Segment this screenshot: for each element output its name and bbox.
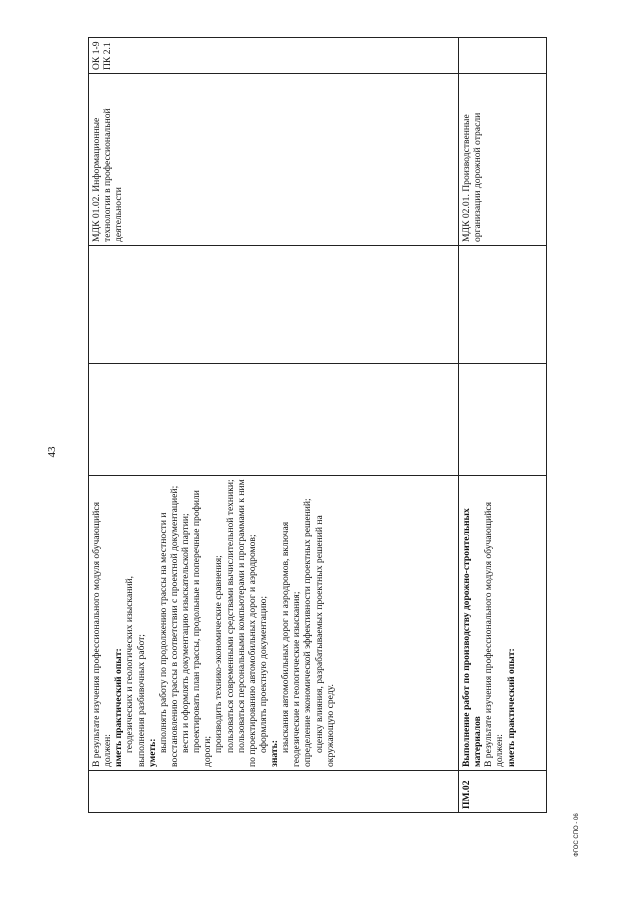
competency-cell — [459, 38, 547, 74]
empty-cell — [459, 364, 547, 476]
content-line: проектировать план трассы, продольные и поперечные профили дороги; — [191, 490, 214, 767]
content-line: выполнять работу по продолжению трассы на местности и восстановлению трассы в соответствии с проектной документацией; — [157, 485, 180, 767]
module-code-cell: ПМ.02 — [459, 771, 547, 813]
empty-cell — [89, 246, 459, 364]
content-line: В результате изучения профессионального модуля обучающийся должен: — [483, 501, 506, 767]
module-content-cell — [89, 476, 459, 771]
content-line: оформлять проектную документацию; — [257, 595, 269, 753]
content-line: пользоваться современными средствами вычислительной техники; — [224, 479, 236, 753]
content-line: иметь практический опыт: — [113, 648, 125, 767]
content-line: выполнения разбивочных работ; — [135, 634, 147, 767]
empty-cell — [459, 246, 547, 364]
content-line: изыскания автомобильных дорог и аэродромов, включая геодезические и геологические изыскания; — [280, 521, 303, 767]
content-line: уметь: — [146, 738, 158, 767]
content-line: иметь практический опыт: — [505, 648, 517, 767]
content-line: определение экономической эффективности проектных решений; — [302, 498, 314, 767]
content-line: знать: — [269, 740, 280, 767]
rotated-page — [88, 38, 546, 813]
content-line: пользоваться персональными компьютерами и программами к ним по проектированию автомобильных дорог и аэродромов; — [235, 479, 258, 767]
content-line: В результате изучения профессионального модуля обучающийся должен: — [91, 501, 114, 767]
page-number: 43 — [46, 446, 58, 458]
module-code-cell — [89, 771, 459, 813]
table-row — [89, 38, 459, 813]
mdk-cell: МДК 02.01. Производственные организации дорожной отрасли — [459, 74, 547, 246]
mdk-cell: МДК 01.02. Информационные технологии в профессиональной деятельности — [89, 74, 459, 246]
content-line: Выполнение работ по производству дорожно-строительных материалов — [461, 508, 484, 767]
content-line: оценку влияния, разрабатываемых проектных решений на окружающую среду. — [313, 515, 336, 767]
empty-cell — [89, 364, 459, 476]
content-line: вести и оформлять документацию изыскательской партии; — [180, 513, 191, 753]
content-line: геодезических и геологических изысканий, — [124, 575, 136, 753]
module-content-cell — [459, 476, 547, 771]
footer-label: ФГОС СПО - 06 — [574, 813, 580, 857]
content-line: производить технико-экономические сравнения; — [213, 555, 225, 753]
table-row — [459, 38, 547, 813]
competency-cell: ОК 1-9 ПК 2.1 — [89, 38, 459, 74]
curriculum-table — [88, 37, 547, 813]
